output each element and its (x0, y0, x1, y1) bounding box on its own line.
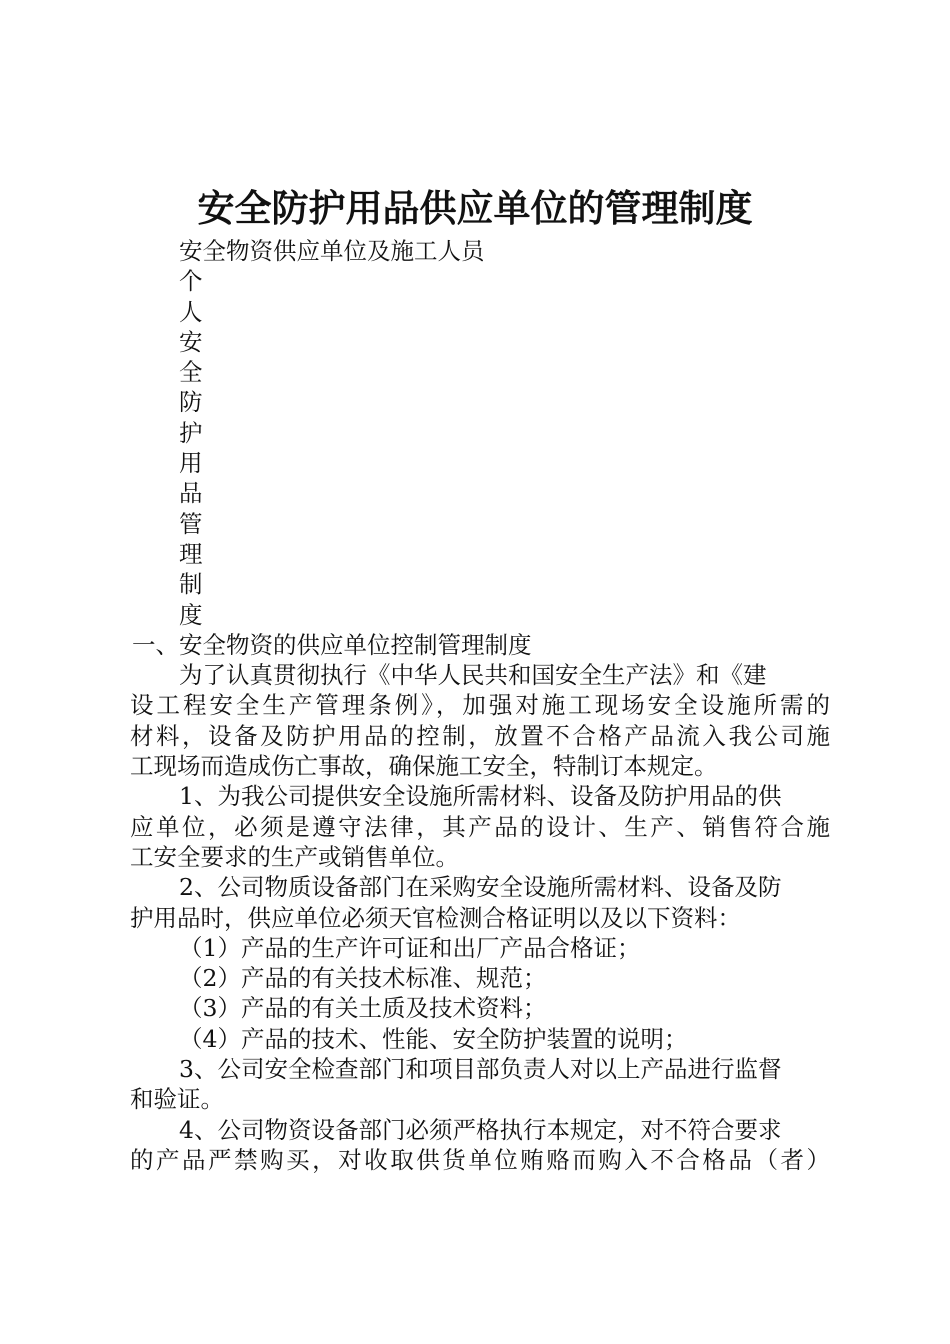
sub-item: （4）产品的技术、性能、安全防护装置的说明； (179, 1024, 688, 1053)
section-heading: 一、安全物资的供应单位控制管理制度 (132, 630, 532, 659)
vertical-heading-char: 度 (179, 600, 203, 629)
intro-line: 设工程安全生产管理条例》，加强对施工现场安全设施所需的 (130, 691, 830, 720)
intro-line: 工现场而造成伤亡事故，确保施工安全，特制订本规定。 (130, 752, 718, 781)
item3-line: 和验证。 (130, 1085, 224, 1114)
item1-line: 1、为我公司提供安全设施所需材料、设备及防护用品的供 (179, 782, 782, 811)
item3-line: 3、公司安全检查部门和项目部负责人对以上产品进行监督 (179, 1055, 782, 1084)
vertical-heading-char: 理 (179, 539, 203, 568)
vertical-heading-char: 全 (179, 358, 203, 387)
item4-line: 的产品严禁购买，对收取供货单位贿赂而购入不合格品（者） (130, 1145, 830, 1174)
item1-line: 工安全要求的生产或销售单位。 (130, 842, 459, 871)
subtitle: 安全物资供应单位及施工人员 (179, 237, 485, 265)
sub-item: （2）产品的有关技术标准、规范； (179, 964, 547, 993)
item2-line: 护用品时，供应单位必须天官检测合格证明以及以下资料： (130, 903, 741, 932)
item1-line: 应单位，必须是遵守法律，其产品的设计、生产、销售符合施 (130, 812, 830, 841)
vertical-heading-char: 防 (179, 388, 203, 417)
vertical-heading-char: 品 (179, 479, 203, 508)
document-title: 安全防护用品供应单位的管理制度 (197, 187, 753, 230)
sub-item: （1）产品的生产许可证和出厂产品合格证； (179, 933, 641, 962)
item2-line: 2、公司物质设备部门在采购安全设施所需材料、设备及防 (179, 873, 782, 902)
intro-line: 材料，设备及防护用品的控制，放置不合格产品流入我公司施 (130, 721, 830, 750)
vertical-heading-char: 人 (179, 297, 203, 326)
item4-line: 4、公司物资设备部门必须严格执行本规定，对不符合要求 (179, 1115, 782, 1144)
vertical-heading-char: 护 (179, 418, 203, 447)
vertical-heading-char: 安 (179, 327, 203, 356)
vertical-heading-char: 管 (179, 509, 203, 538)
vertical-heading-char: 个 (179, 267, 203, 296)
intro-line: 为了认真贯彻执行《中华人民共和国安全生产法》和《建 (179, 661, 767, 690)
document-body (130, 236, 830, 1175)
vertical-heading-char: 制 (179, 570, 203, 599)
vertical-heading-char: 用 (179, 449, 203, 478)
sub-item: （3）产品的有关土质及技术资料； (179, 994, 547, 1023)
